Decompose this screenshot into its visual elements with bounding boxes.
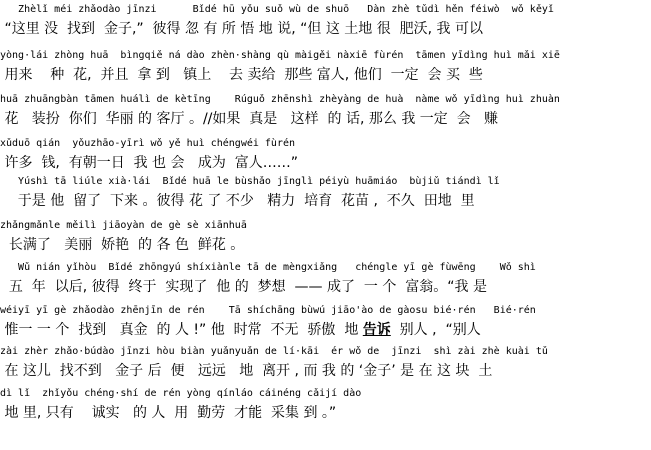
hanzi-line-1: “这里 没 找到 金子,” 彼得 忽 有 所 悟 地 说, “但 这 土地 很 肥沃, 我 可以 [0, 21, 484, 37]
hanzi-line-6: 长满了 美丽 娇艳 的 各 色 鲜花 。 [0, 237, 245, 253]
hanzi-line-7: 五 年 以后, 彼得 终于 实现了 他 的 梦想 —— 成了 一 个 富翁。“我 是 [0, 279, 487, 295]
pinyin-line-5: Yúshì tā liúle xià·lái Bǐdé huā le bùshǎo jīnglì péiyù huāmiáo bùjiǔ tiándì lǐ [0, 176, 500, 187]
underlined-word: 告诉 [362, 322, 391, 338]
pinyin-line-3: huā zhuāngbàn tāmen huálì de kètīng Rúguǒ zhēnshì zhèyàng de huà nàme wǒ yīdìng huì zhuàn [0, 94, 560, 105]
pinyin-line-6: zhǎngmǎnle měilì jiāoyàn de gè sè xiānhuā [0, 220, 247, 231]
hanzi-line-5: 于是 他 留了 下来 。彼得 花 了 不少 精力 培育 花苗 , 不久 田地 里 [0, 193, 475, 209]
hanzi-line-10: 地 里, 只有 诚实 的 人 用 勤劳 才能 采集 到 。” [0, 405, 337, 421]
pinyin-line-2: yòng·lái zhòng huā bìngqiě ná dào zhèn·shàng qù màigěi nàxiē fùrén tāmen yīdìng huì mǎi xiē [0, 50, 560, 61]
hanzi-line-4: 许多 钱, 有朝一日 我 也 会 成为 富人……” [0, 155, 299, 171]
hanzi-line-3: 花 装扮 你们 华丽 的 客厅 。//如果 真是 这样 的 话, 那么 我 一定 会 赚 [0, 111, 499, 127]
hanzi-line-2: 用来 种 花, 并且 拿 到 镇上 去 卖给 那些 富人, 他们 一定 会 买 些 [0, 67, 483, 83]
hanzi-line-8: 惟一 一 个 找到 真金 的 人 !” 他 时常 不无 骄傲 地 告诉 别人 , “别人 [0, 322, 481, 338]
pinyin-line-8: wéiyī yī gè zhǎodào zhēnjīn de rén Tā shíchāng bùwú jiāo'ào de gàosu bié·rén Bié·rén [0, 305, 536, 316]
hanzi-line-9: 在 这儿 找不到 金子 后 便 远远 地 离开 , 而 我 的 ‘金子’ 是 在 这 块 土 [0, 363, 493, 379]
pinyin-line-7: Wǔ nián yǐhòu Bǐdé zhōngyú shíxiànle tā de mèngxiǎng chéngle yī gè fùwēng Wǒ shì [0, 262, 536, 273]
pinyin-line-9: zài zhèr zhǎo·búdào jīnzi hòu biàn yuǎnyuǎn de lí·kāi ér wǒ de jīnzi shì zài zhè kuài tǔ [0, 346, 548, 357]
pinyin-line-4: xǔduō qián yǒuzhāo-yīrì wǒ yě huì chéngwéi fùrén [0, 138, 296, 149]
pinyin-line-1: Zhèlǐ méi zhǎodào jīnzi Bǐdé hū yǒu suǒ wù de shuō Dàn zhè tǔdì hěn féiwò wǒ kěyǐ [0, 4, 554, 15]
pinyin-line-10: dì lǐ zhǐyǒu chéng·shí de rén yòng qínláo cáinéng cǎijí dào [0, 388, 362, 399]
